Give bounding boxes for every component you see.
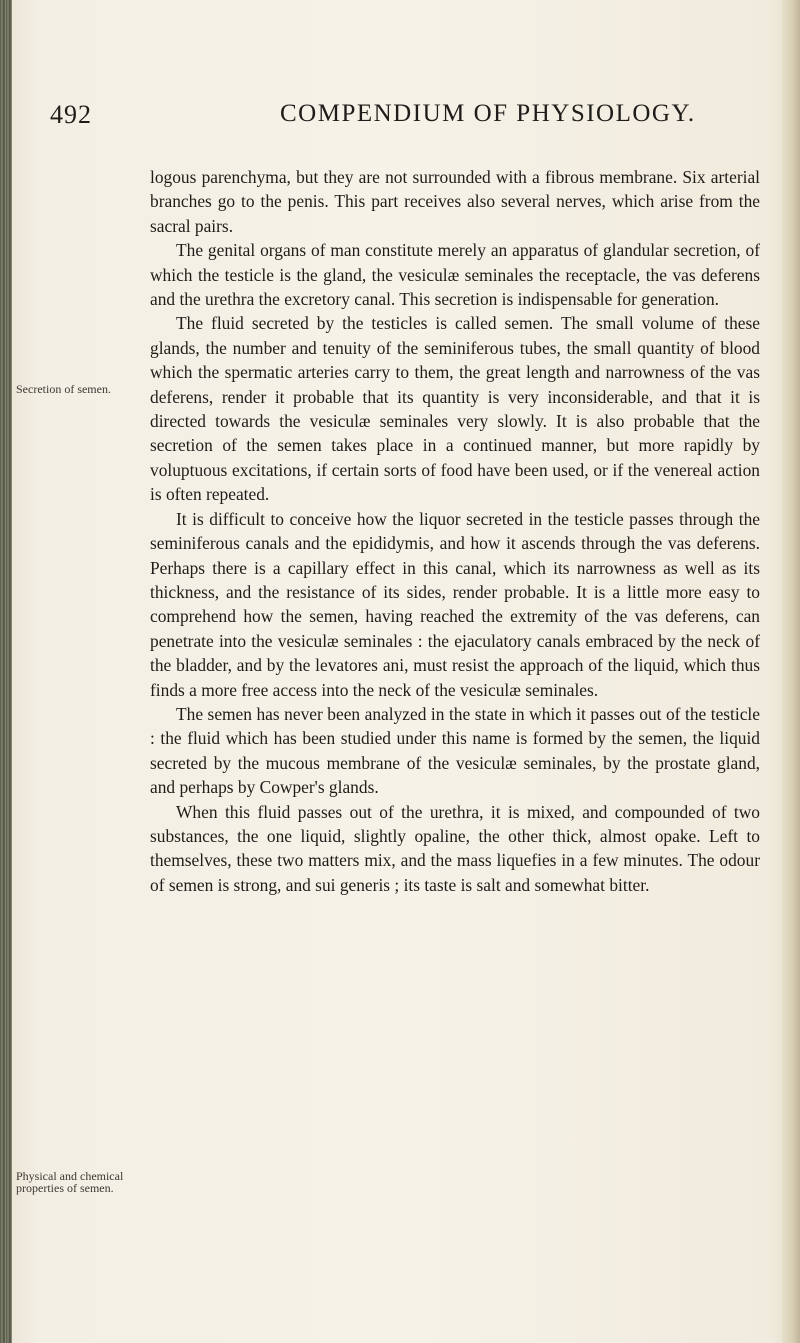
page-number: 492	[50, 100, 92, 129]
paragraph: The semen has never been analyzed in the state in which it passes out of the testicle : the fluid which has been studied under this name is formed by the semen, the liquid secreted by the mucous membrane of the vesiculæ seminales, by the prostate gland, and perhaps by Cowper's glands.	[150, 703, 760, 798]
paragraph: The genital organs of man constitute merely an apparatus of glandular secretion, of which the testicle is the gland, the vesiculæ seminales the receptacle, the vas deferens and the urethra the excretory canal. This secretion is indispensable for generation.	[150, 240, 760, 310]
margin-note-properties: Physical and chemical properties of semen.	[16, 1169, 124, 1195]
paragraph: When this fluid passes out of the urethra, it is mixed, and compounded of two substances, the one liquid, slightly opaline, the other thick, almost opake. Left to themselves, these two matters mix, and the mass liquefies in a few minutes. The odour of semen is strong, and sui generis ; its taste is salt and somewhat bitter.	[150, 801, 760, 895]
body-text	[150, 165, 760, 897]
page-header	[50, 100, 750, 140]
page-edge	[782, 0, 800, 1343]
running-head: COMPENDIUM OF PHYSIOLOGY.	[280, 100, 696, 127]
margin-note-secretion: Secretion of semen.	[16, 382, 111, 396]
paragraph: logous parenchyma, but they are not surrounded with a fibrous membrane. Six arterial branches go to the penis. This part receives also several nerves, which arise from the sacral pairs.	[150, 167, 760, 236]
paragraph: The fluid secreted by the testicles is called semen. The small volume of these glands, the number and tenuity of the seminiferous tubes, the small quantity of blood which the spermatic arteries carry to them, the great length and narrowness of the vas deferens, render it probable that its quantity is very inconsiderable, and that it is directed towards the vesiculæ seminales very slowly. It is also probable that the secretion of the semen takes place in a continued manner, but more rapidly by voluptuous excitations, if certain sorts of food have been used, or if the venereal action is often repeated.	[150, 313, 760, 505]
binding-gutter	[0, 0, 12, 1343]
paragraph: It is difficult to conceive how the liquor secreted in the testicle passes through the seminiferous canals and the epididymis, and how it ascends through the vas deferens. Perhaps there is a capillary effect in this canal, which its narrowness as well as its thickness, and the resistance of its sides, render probable. It is a little more easy to comprehend how the semen, having reached the extremity of the vas deferens, can penetrate into the vesiculæ seminales : the ejaculatory canals embraced by the neck of the bladder, and by the levatores ani, must resist the approach of the liquid, which thus finds a more free access into the neck of the vesiculæ seminales.	[150, 508, 760, 700]
